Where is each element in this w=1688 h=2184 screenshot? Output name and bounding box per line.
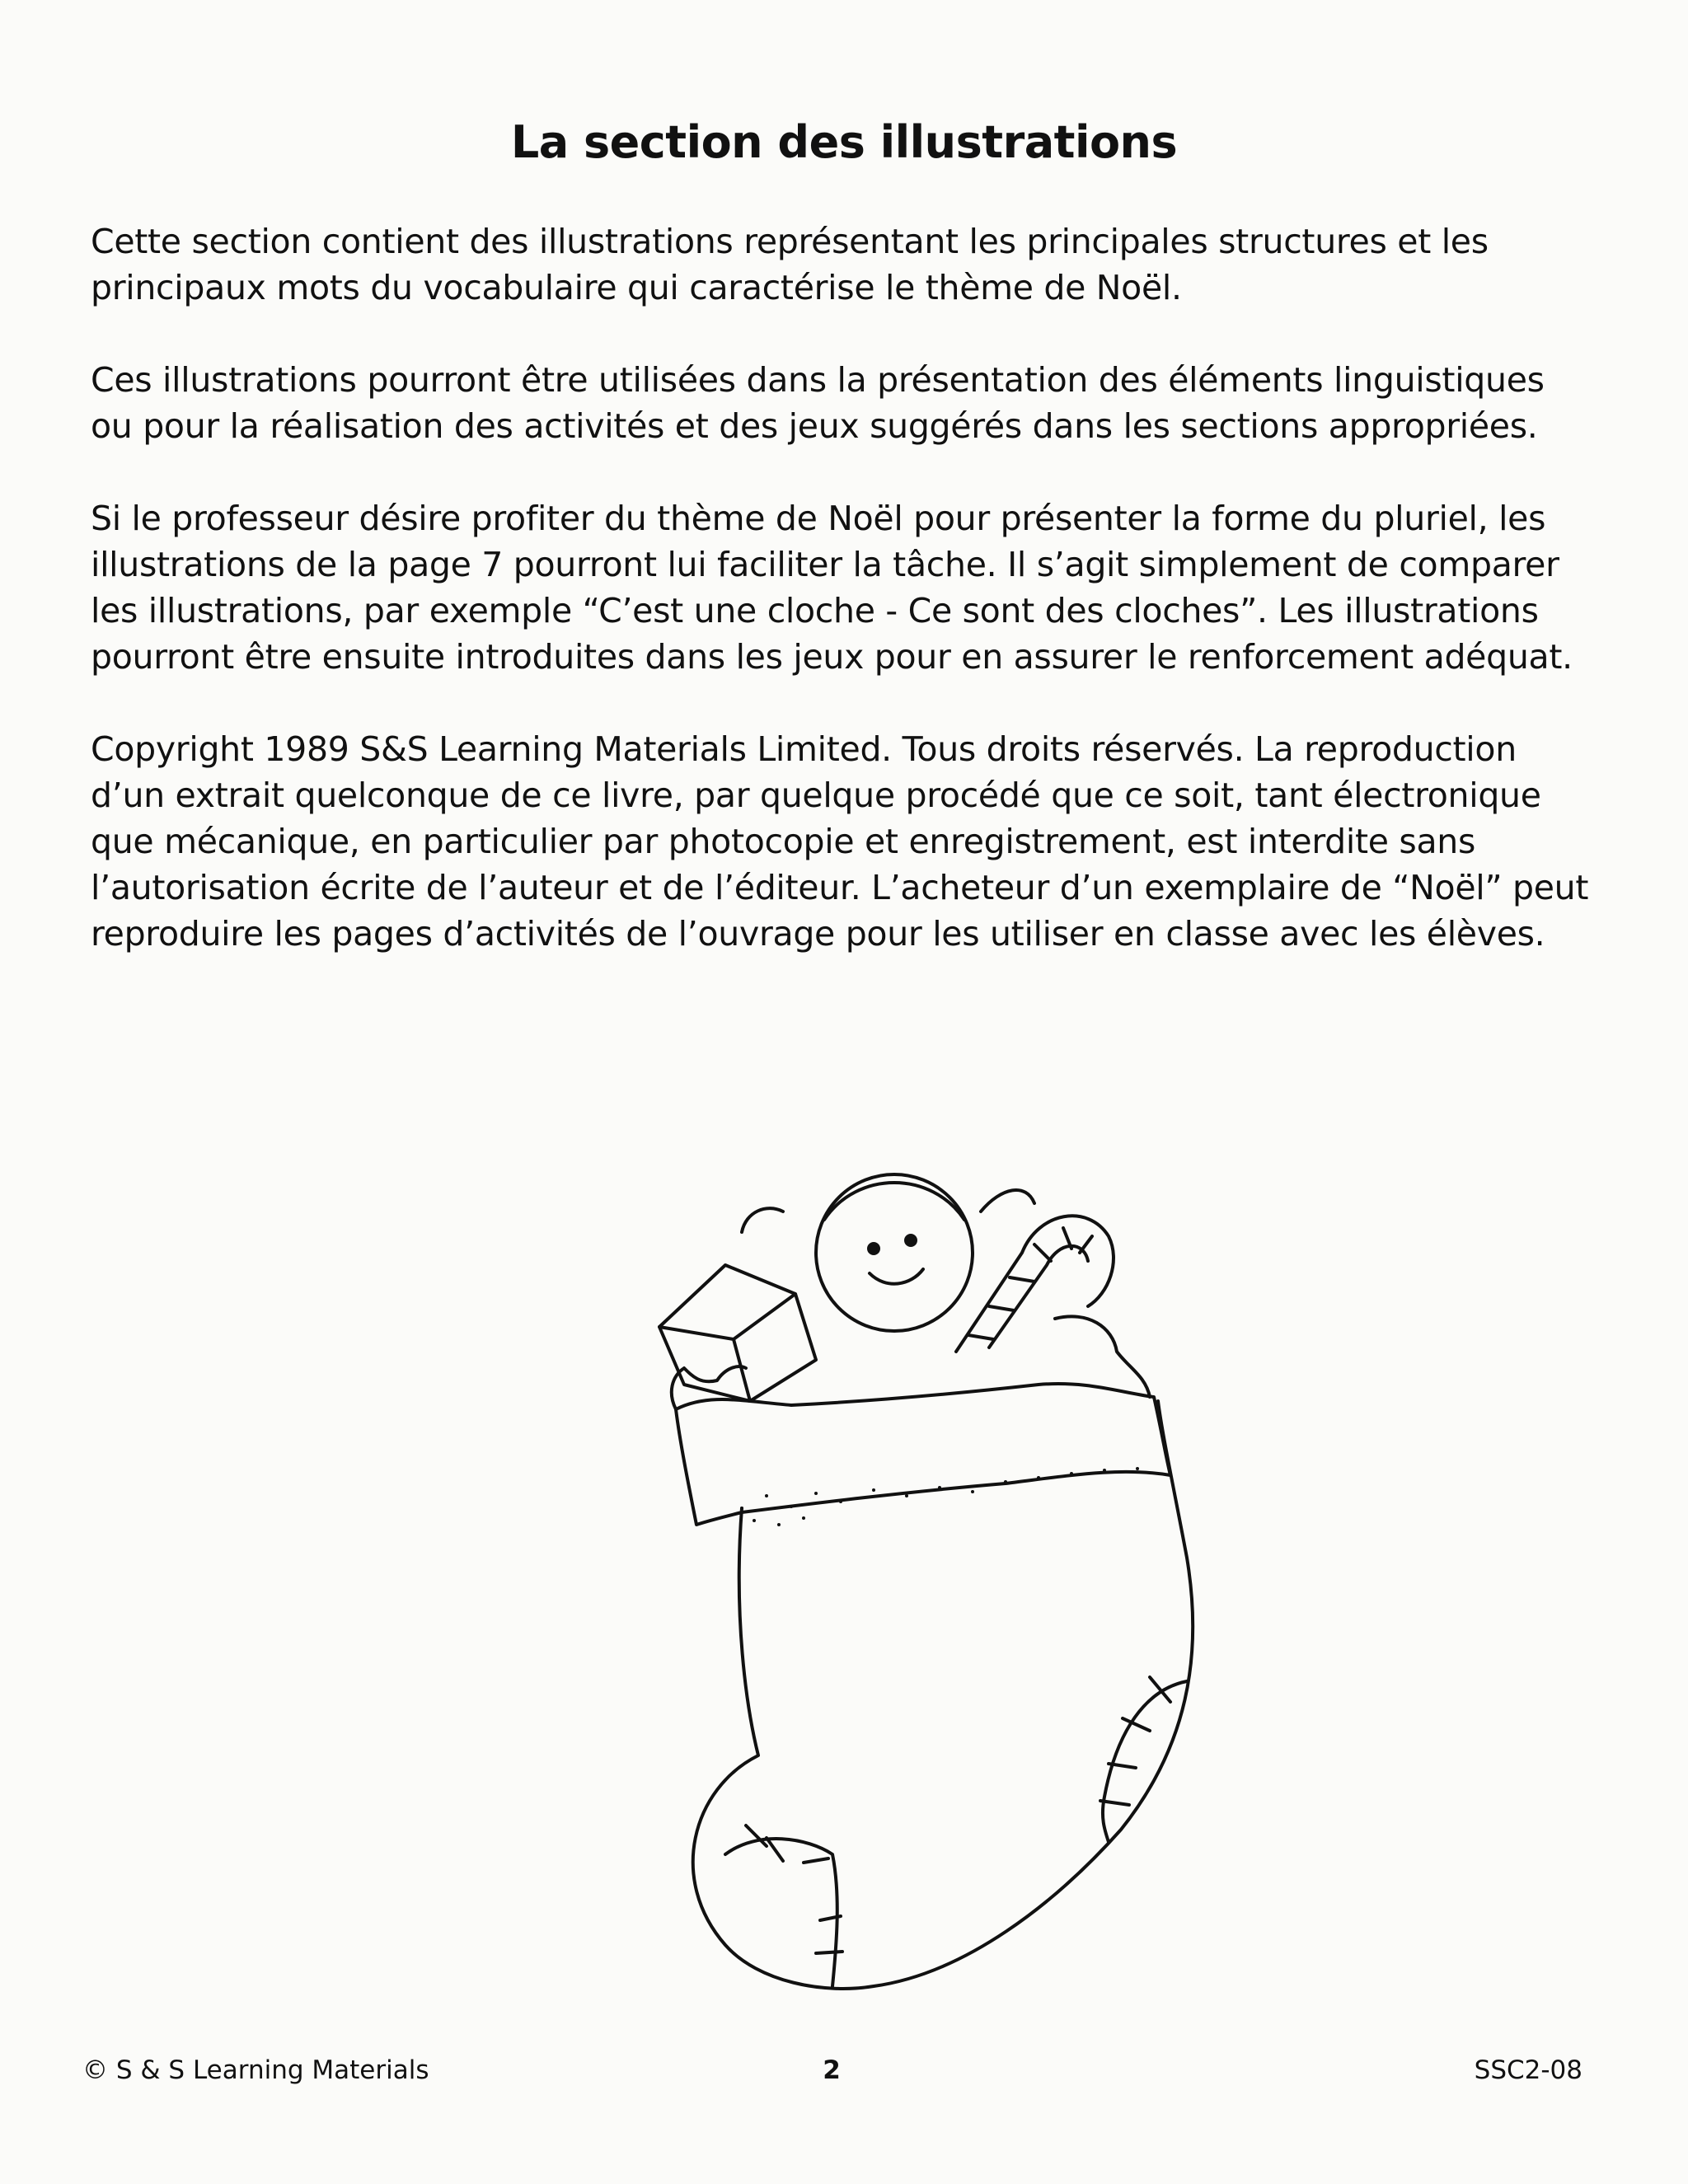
paragraph-plural: Si le professeur désire profiter du thème de Noël pour présenter la forme du pluriel, les illustrations de la page 7 pourront lui faciliter la tâche. Il s’agit simplement de comparer les illustrations, par exemple “C’est une cloche - Ce sont des cloches”. Les illustrations pourront être ensuite introduites dans les jeux pour en assurer le renforcement adéquat. xyxy=(91,499,1573,677)
paragraph-usage: Ces illustrations pourront être utilisées dans la présentation des éléments linguistiques ou pour la réalisation des activités et des jeux suggérés dans les sections appropriées. xyxy=(91,360,1545,446)
footer-publisher: © S & S Learning Materials xyxy=(82,2055,429,2085)
footer-page-number: 2 xyxy=(823,2055,841,2085)
gift-box xyxy=(659,1265,816,1401)
stocking-cuff xyxy=(676,1384,1170,1525)
page-title: La section des illustrations xyxy=(510,116,1178,168)
footer-code: SSC2-08 xyxy=(1474,2055,1582,2085)
paragraph-intro: Cette section contient des illustrations représentant les principales structures et les principaux mots du vocabulaire qui caractérise le thème de Noël. xyxy=(91,222,1489,307)
paragraph-copyright: Copyright 1989 S&S Learning Materials Limited. Tous droits réservés. La reproduction d’un extrait quelconque de ce livre, par quelque procédé que ce soit, tant électronique que mécanique, en particulier par photocopie et enregistrement, est interdite sans l’autorisation écrite de l’auteur et de l’éditeur. L’acheteur d’un exemplaire de “Noël” peut reproduire les pages d’activités de l’ouvrage pour les utiliser en classe avec les élèves. xyxy=(91,729,1589,954)
doll-head xyxy=(816,1174,973,1331)
body-text xyxy=(91,218,1591,1003)
stocking-heel xyxy=(1103,1681,1187,1842)
christmas-stocking-illustration xyxy=(643,1146,1220,2019)
